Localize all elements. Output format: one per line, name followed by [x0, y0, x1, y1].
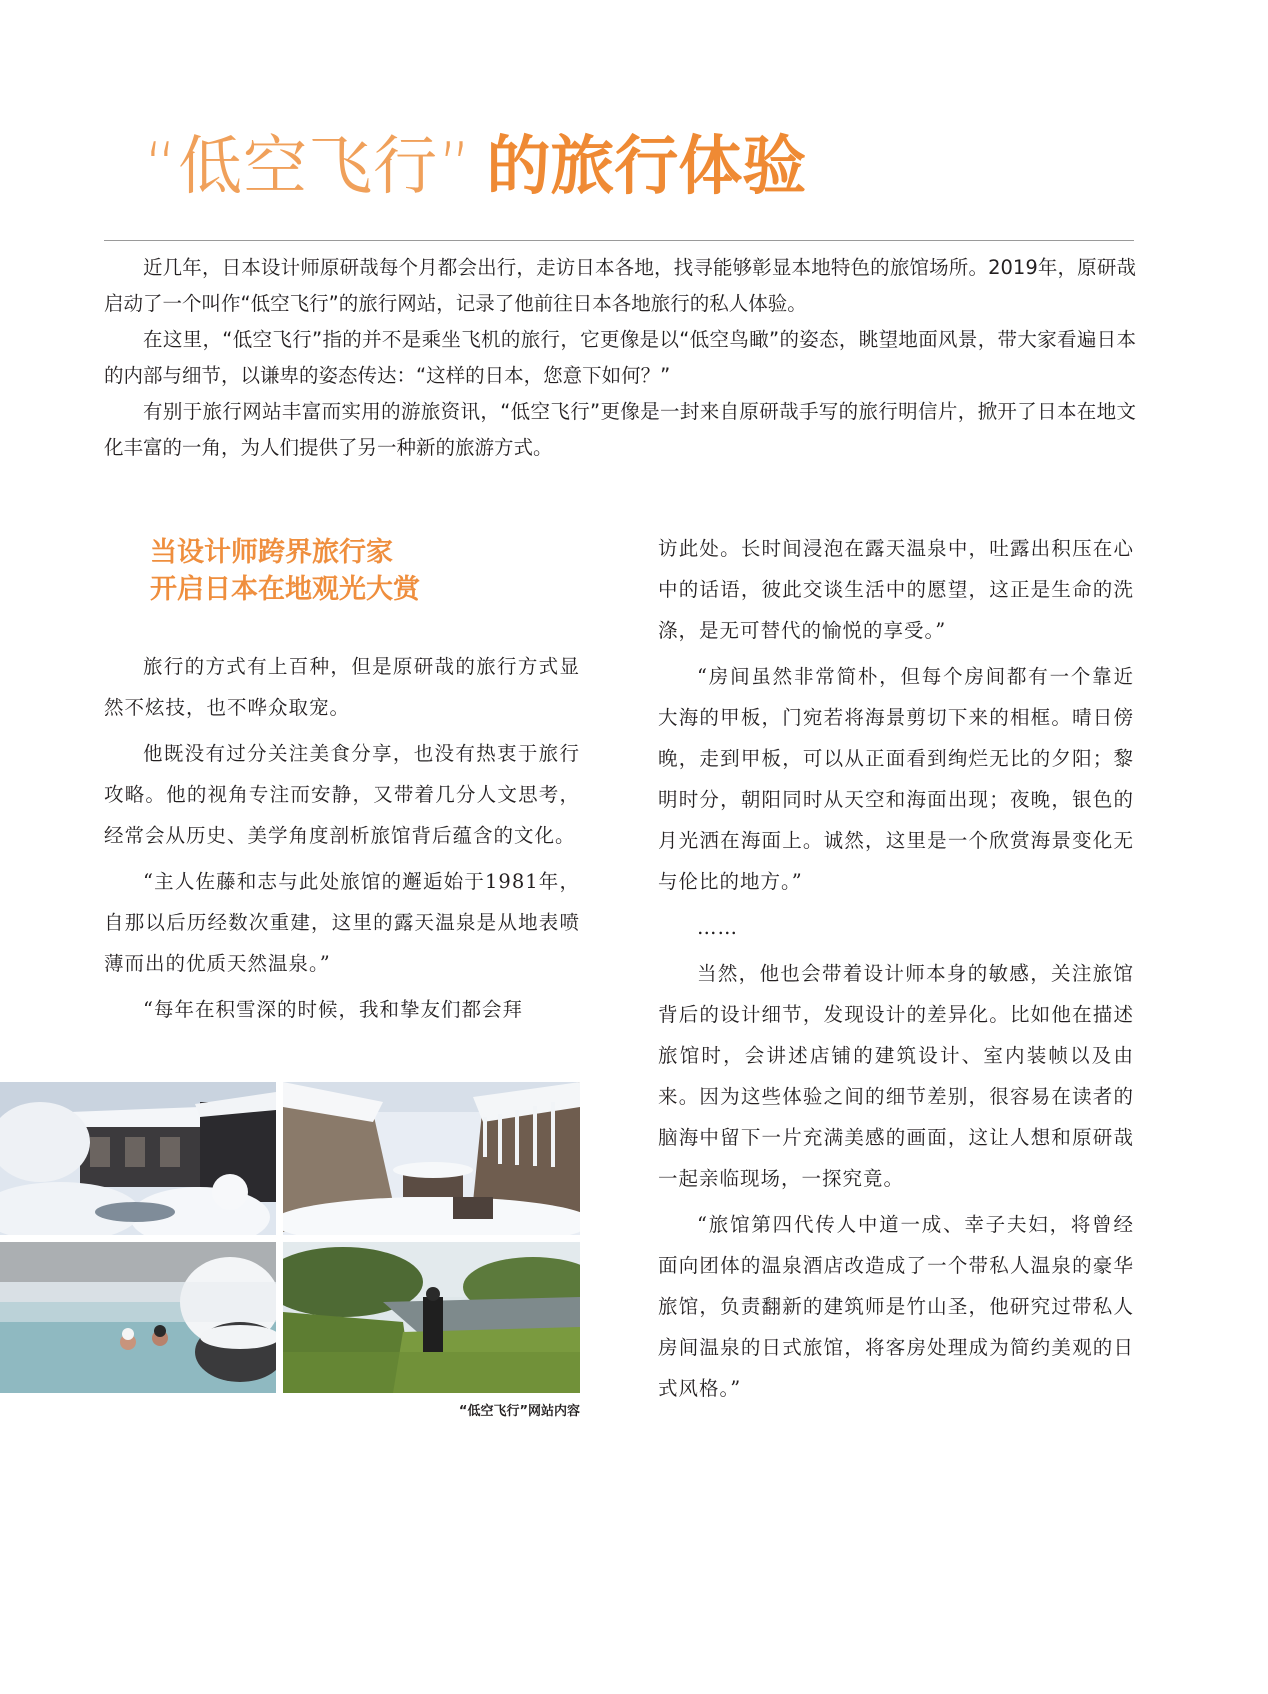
right-column — [658, 528, 1134, 1409]
section-heading-line: 开启日本在地观光大赏 — [150, 574, 420, 605]
intro-paragraph: 在这里，“低空飞行”指的并不是乘坐飞机的旅行，它更像是以“低空鸟瞰”的姿态，眺望地面风景，带大家看遍日本的内部与细节，以谦卑的姿态传达：“这样的日本，您意下如何？” — [104, 328, 1136, 387]
hot-spring-photo — [0, 1242, 276, 1393]
quote-paragraph: “房间虽然非常简朴，但每个房间都有一个靠近大海的甲板，门宛若将海景剪切下来的相框。晴日傍晚，走到甲板，可以从正面看到绚烂无比的夕阳；黎明时分，朝阳同时从天空和海面出现；夜晚，银色的月光洒在海面上。诚然，这里是一个欣赏海景变化无与伦比的地方。” — [658, 665, 1134, 893]
quote-paragraph: “主人佐藤和志与此处旅馆的邂逅始于1981年，自那以后历经数次重建，这里的露天温泉是从地表喷薄而出的优质天然温泉。” — [104, 870, 580, 975]
intro-paragraph: 近几年，日本设计师原研哉每个月都会出行，走访日本各地，找寻能够彰显本地特色的旅馆场所。2019年，原研哉启动了一个叫作“低空飞行”的旅行网站，记录了他前往日本各地旅行的私人体验。 — [104, 256, 1136, 315]
river-photo — [283, 1242, 580, 1393]
snow-inn-photo — [0, 1082, 276, 1235]
snow-village-photo — [283, 1082, 580, 1235]
section-heading-line: 当设计师跨界旅行家 — [150, 537, 393, 568]
quote-continuation: 访此处。长时间浸泡在露天温泉中，吐露出积压在心中的话语，彼此交谈生活中的愿望，这正是生命的洗涤，是无可替代的愉悦的享受。” — [658, 537, 1134, 642]
page-title — [144, 122, 806, 212]
intro-paragraph: 有别于旅行网站丰富而实用的游旅资讯，“低空飞行”更像是一封来自原研哉手写的旅行明信片，掀开了日本在地文化丰富的一角，为人们提供了另一种新的旅游方式。 — [104, 400, 1136, 459]
body-paragraph: 他既没有过分关注美食分享，也没有热衷于旅行攻略。他的视角专注而安静，又带着几分人文思考，经常会从历史、美学角度剖析旅馆背后蕴含的文化。 — [104, 742, 580, 847]
photo-grid — [0, 1082, 580, 1694]
photo-caption: “低空飞行”网站内容 — [458, 1404, 580, 1419]
section-heading — [150, 534, 610, 608]
quote-paragraph: “旅馆第四代传人中道一成、幸子夫妇，将曾经面向团体的温泉酒店改造成了一个带私人温泉的豪华旅馆，负责翻新的建筑师是竹山圣，他研究过带私人房间温泉的日式旅馆，将客房处理成为简约美观的日式风格。” — [658, 1213, 1134, 1400]
title-divider — [104, 240, 1134, 241]
page-title-bold: 的旅行体验 — [486, 130, 807, 204]
body-paragraph: 当然，他也会带着设计师本身的敏感，关注旅馆背后的设计细节，发现设计的差异化。比如他在描述旅馆时，会讲述店铺的建筑设计、室内装帧以及由来。因为这些体验之间的细节差别，很容易在读者的脑海中留下一片充满美感的画面，这让人想和原研哉一起亲临现场，一探究竟。 — [658, 962, 1134, 1190]
page-title-quoted: “低空飞行” — [144, 130, 473, 204]
quote-paragraph: “每年在积雪深的时候，我和挚友们都会拜 — [143, 998, 523, 1021]
left-column — [104, 646, 580, 1030]
body-paragraph: 旅行的方式有上百种，但是原研哉的旅行方式显然不炫技，也不哗众取宠。 — [104, 655, 580, 719]
intro-text — [104, 250, 1136, 466]
ellipsis: …… — [697, 916, 738, 939]
